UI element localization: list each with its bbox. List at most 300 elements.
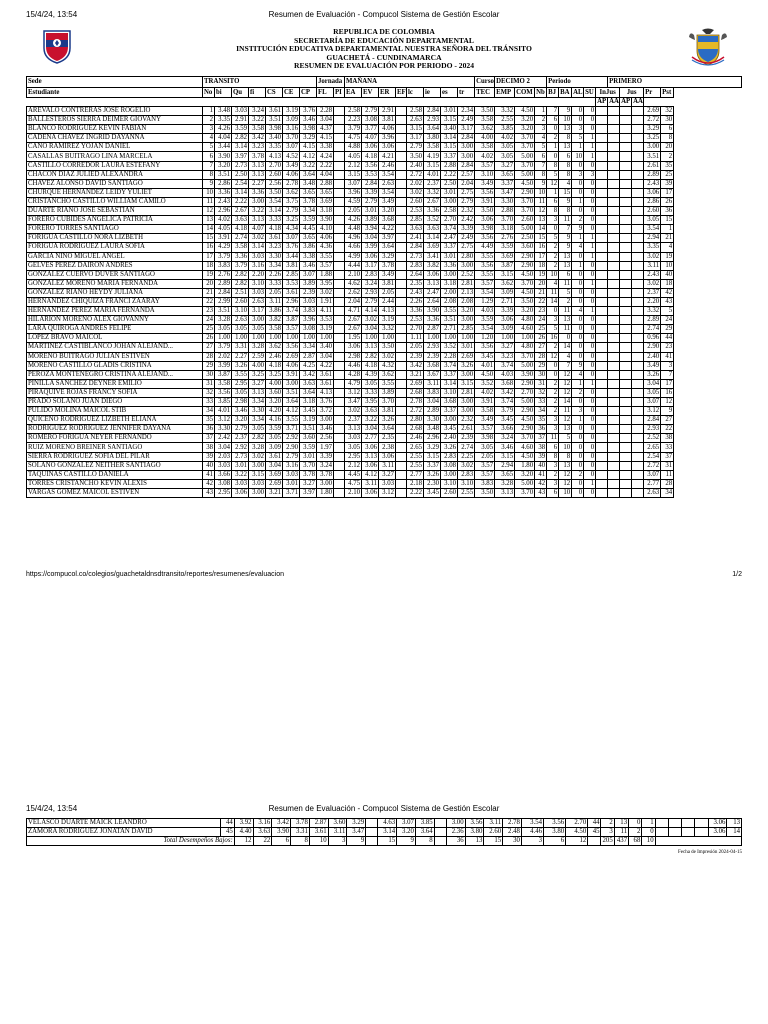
student-number: 31: [203, 379, 215, 388]
jus-ap-cell: [620, 334, 632, 343]
table-row: [27, 443, 742, 452]
grade-cell: 3.63: [424, 225, 441, 234]
nb-cell: 2: [535, 116, 547, 125]
grade-cell: 3.56: [475, 188, 495, 197]
table-row: [27, 116, 742, 125]
jornada-value: MAÑANA: [345, 77, 475, 88]
grade-cell: 3.45: [300, 407, 317, 416]
ba-cell: 5: [559, 288, 572, 297]
grade-cell: 3.80: [465, 828, 484, 837]
grade-cell: [396, 398, 407, 407]
grade-cell: 3.62: [266, 343, 283, 352]
grade-cell: 4.03: [495, 370, 515, 379]
grade-cell: 2.80: [458, 252, 475, 261]
injus-ap-cell: [596, 279, 608, 288]
grade-cell: 1.91: [317, 297, 334, 306]
table-row: [27, 188, 742, 197]
grade-cell: 2.84: [215, 288, 232, 297]
grade-cell: 3.49: [475, 416, 495, 425]
grade-cell: 2.74: [458, 443, 475, 452]
student-number: 44: [221, 819, 234, 828]
grade-cell: 4.00: [266, 379, 283, 388]
nb-cell: 14: [535, 225, 547, 234]
bj-cell: 3: [547, 425, 559, 434]
grade-cell: 3.02: [407, 188, 424, 197]
grade-cell: 3.19: [379, 316, 396, 325]
grade-cell: [334, 125, 345, 134]
table-row: [27, 425, 742, 434]
al-cell: 0: [572, 179, 584, 188]
grade-cell: 3.69: [424, 243, 441, 252]
grade-cell: 3.70: [515, 207, 535, 216]
table-row: [27, 216, 742, 225]
total-cell: 22: [253, 837, 272, 846]
subject-header-7: PI: [334, 88, 345, 98]
grade-cell: 3.61: [266, 234, 283, 243]
pst-cell: 44: [661, 334, 674, 343]
grade-cell: 3.36: [249, 188, 266, 197]
injus-ap-cell: [596, 352, 608, 361]
al-cell: 0: [572, 207, 584, 216]
grade-cell: 3.34: [266, 261, 283, 270]
al-cell: 2: [572, 470, 584, 479]
ba-cell: 8: [559, 207, 572, 216]
grade-cell: 3.22: [300, 161, 317, 170]
grade-cell: 2.55: [407, 461, 424, 470]
grade-cell: 3.05: [215, 325, 232, 334]
ba-cell: 10: [559, 116, 572, 125]
grade-cell: [334, 361, 345, 370]
grade-cell: 4.10: [317, 225, 334, 234]
grade-cell: [396, 325, 407, 334]
student-name: FORIGUA CASTILLO NORA LIZBETH: [27, 234, 203, 243]
injus-ap-cell: [596, 297, 608, 306]
nb-header: Nb: [536, 88, 545, 96]
al-cell: 1: [572, 416, 584, 425]
grade-cell: 3.78: [317, 470, 334, 479]
ba-cell: 4: [559, 352, 572, 361]
grade-cell: 2.50: [515, 234, 535, 243]
grade-cell: 3.58: [266, 325, 283, 334]
grade-cell: 3.70: [379, 398, 396, 407]
injus-aa-cell: [608, 261, 620, 270]
nb-cell: 29: [535, 361, 547, 370]
injus-ap-cell: [596, 479, 608, 488]
grade-cell: 3.18: [317, 207, 334, 216]
jus-ap-cell: [620, 107, 632, 116]
grade-cell: 3.69: [266, 470, 283, 479]
grade-cell: [396, 443, 407, 452]
grade-cell: 3.70: [495, 216, 515, 225]
grade-cell: 3.63: [407, 225, 424, 234]
grade-cell: 2.08: [458, 297, 475, 306]
grade-cell: [396, 152, 407, 161]
grade-cell: 3.15: [495, 270, 515, 279]
grade-cell: 3.51: [283, 388, 300, 397]
grade-cell: 2.39: [424, 352, 441, 361]
jus-ap-cell: [620, 261, 632, 270]
grade-cell: 3.22: [232, 470, 249, 479]
injus-aa-cell: [608, 343, 620, 352]
column-subheader-row: [27, 98, 742, 107]
grade-cell: 3.41: [424, 252, 441, 261]
jus-aa-cell: [632, 179, 644, 188]
header-institution: INSTITUCIÓN EDUCATIVA DEPARTAMENTAL NUESTRA SEÑORA DEL TRÁNSITO: [236, 44, 532, 54]
grade-cell: 3.71: [283, 425, 300, 434]
pst-header: Pst: [661, 88, 674, 98]
injus-ap-cell: [596, 207, 608, 216]
grade-cell: 3.19: [300, 416, 317, 425]
grade-cell: 3.03: [215, 461, 232, 470]
grade-cell: 4.02: [495, 134, 515, 143]
grade-cell: 3.61: [317, 370, 334, 379]
grade-cell: 2.82: [362, 352, 379, 361]
su-cell: 0: [584, 270, 596, 279]
grade-cell: 4.50: [515, 270, 535, 279]
su-cell: 0: [584, 116, 596, 125]
grade-cell: [334, 279, 345, 288]
grade-cell: 3.37: [424, 461, 441, 470]
grade-cell: 2.82: [232, 134, 249, 143]
grade-cell: 2.60: [484, 828, 503, 837]
grade-cell: [396, 343, 407, 352]
report-header: [140, 28, 628, 71]
grade-cell: 3.56: [362, 161, 379, 170]
grade-cell: 4.44: [345, 261, 362, 270]
bj-cell: 12: [547, 179, 559, 188]
grade-cell: 1.00: [362, 334, 379, 343]
grade-cell: 4.45: [300, 225, 317, 234]
grade-cell: 3.00: [458, 407, 475, 416]
jornada-label: Jornada: [317, 77, 345, 88]
total-cell: 6: [544, 837, 566, 846]
grade-cell: [396, 425, 407, 434]
grade-cell: 3.68: [424, 361, 441, 370]
grade-cell: [396, 252, 407, 261]
grade-cell: 3.55: [317, 252, 334, 261]
pst-cell: 9: [661, 407, 674, 416]
jus-ap-cell: [620, 270, 632, 279]
grade-cell: 3.15: [458, 379, 475, 388]
grade-cell: 3.90: [317, 216, 334, 225]
jus-aa-cell: [632, 361, 644, 370]
injus-aa-cell: [608, 470, 620, 479]
jus-ap-cell: [620, 225, 632, 234]
grade-cell: 2.35: [407, 279, 424, 288]
grade-cell: 3.58: [475, 407, 495, 416]
injus-ap-cell: [596, 388, 608, 397]
grade-cell: 3.28: [495, 479, 515, 488]
grade-cell: 2.43: [215, 197, 232, 206]
table-row: [27, 325, 742, 334]
pr-cell: 2.74: [644, 325, 661, 334]
grade-cell: 4.04: [317, 170, 334, 179]
grade-cell: 4.96: [345, 234, 362, 243]
grade-cell: [396, 488, 407, 497]
grade-cell: 2.88: [441, 161, 458, 170]
pr-cell: 3.07: [644, 398, 661, 407]
student-name: GONZALEZ CUERVO DUVER SANTIAGO: [27, 270, 203, 279]
bj-cell: 5: [547, 325, 559, 334]
bj-cell: 3: [547, 479, 559, 488]
grade-cell: 3.16: [249, 261, 266, 270]
total-cell: 36: [446, 837, 465, 846]
pr-cell: 2.43: [644, 179, 661, 188]
grade-cell: 3.05: [475, 443, 495, 452]
grade-cell: 3.22: [249, 207, 266, 216]
grade-cell: 3.07: [300, 270, 317, 279]
grade-cell: 3.08: [441, 461, 458, 470]
grade-cell: [334, 425, 345, 434]
pst-cell: 35: [661, 161, 674, 170]
student-name: QUICENO RODRIGUEZ LIZBETH ELIANA: [27, 416, 203, 425]
grade-cell: 2.93: [424, 343, 441, 352]
grade-cell: 3.59: [495, 243, 515, 252]
al-cell: 0: [572, 398, 584, 407]
total-cell: 8: [291, 837, 310, 846]
grade-cell: 3.92: [234, 819, 253, 828]
grade-cell: 4.25: [300, 361, 317, 370]
ba-header: BA: [559, 88, 572, 98]
grade-cell: 3.47: [347, 828, 366, 837]
grade-cell: [334, 152, 345, 161]
grade-cell: 2.87: [300, 352, 317, 361]
ba-cell: 13: [559, 425, 572, 434]
grade-cell: 3.00: [441, 416, 458, 425]
grade-cell: 2.77: [362, 434, 379, 443]
grade-cell: 3.13: [249, 170, 266, 179]
al-cell: 0: [572, 297, 584, 306]
bj-cell: 12: [547, 352, 559, 361]
grade-cell: 4.50: [515, 107, 535, 116]
pr-cell: 3.06: [708, 819, 727, 828]
al-cell: 4: [572, 370, 584, 379]
grade-cell: 3.09: [283, 116, 300, 125]
bj-cell: 0: [547, 361, 559, 370]
al-cell: 0: [572, 188, 584, 197]
grade-cell: 4.50: [475, 370, 495, 379]
pr-cell: 2.63: [644, 488, 661, 497]
nb-cell: 44: [588, 819, 601, 828]
grade-cell: 2.84: [424, 107, 441, 116]
al-cell: 2: [629, 828, 642, 837]
grade-cell: 3.52: [441, 343, 458, 352]
grade-cell: 3.00: [249, 316, 266, 325]
grade-cell: 3.78: [249, 152, 266, 161]
grade-cell: 4.03: [475, 307, 495, 316]
grade-cell: 3.61: [317, 379, 334, 388]
table-row: [27, 234, 742, 243]
grade-cell: 1.00: [379, 334, 396, 343]
table-row: [27, 452, 742, 461]
grade-cell: [396, 288, 407, 297]
pst-cell: 18: [661, 279, 674, 288]
student-number: 20: [203, 279, 215, 288]
total-cell: 3: [328, 837, 347, 846]
table-row: [27, 479, 742, 488]
grade-cell: [434, 828, 446, 837]
grade-cell: 3.31: [291, 828, 310, 837]
grade-cell: 3.34: [300, 343, 317, 352]
bj-cell: 0: [547, 370, 559, 379]
table-row: [27, 379, 742, 388]
grade-cell: 3.13: [249, 388, 266, 397]
grade-cell: 3.01: [283, 479, 300, 488]
grade-cell: 3.14: [232, 143, 249, 152]
injus-ap-cell: [596, 252, 608, 261]
grade-cell: [396, 270, 407, 279]
grade-cell: 3.38: [300, 252, 317, 261]
grade-cell: 3.89: [300, 279, 317, 288]
grade-cell: 3.48: [424, 425, 441, 434]
su-cell: 1: [584, 234, 596, 243]
injus-ap-cell: [596, 316, 608, 325]
nb-cell: 39: [535, 452, 547, 461]
grade-cell: 2.28: [317, 107, 334, 116]
total-cell: 12: [234, 837, 253, 846]
jus-aa-cell: [632, 407, 644, 416]
total-cell: 15: [378, 837, 397, 846]
ba-cell: 9: [559, 243, 572, 252]
grade-cell: 3.66: [495, 425, 515, 434]
grade-cell: 3.81: [379, 407, 396, 416]
grade-cell: 3.68: [379, 216, 396, 225]
grade-cell: 3.54: [475, 325, 495, 334]
grade-cell: [334, 179, 345, 188]
grade-cell: 4.18: [266, 361, 283, 370]
grade-cell: 3.23: [249, 143, 266, 152]
jus-ap-cell: [620, 161, 632, 170]
grade-cell: 3.05: [232, 325, 249, 334]
jus-aa-cell: [632, 434, 644, 443]
grade-cell: 2.10: [345, 488, 362, 497]
injus-ap-cell: [596, 152, 608, 161]
su-cell: 0: [584, 325, 596, 334]
grade-cell: 3.60: [328, 819, 347, 828]
grade-cell: 3.51: [215, 170, 232, 179]
grade-cell: 2.63: [407, 116, 424, 125]
grade-cell: 2.69: [407, 379, 424, 388]
grade-cell: 4.02: [475, 388, 495, 397]
jus-aa-cell: [632, 134, 644, 143]
grade-cell: 2.90: [283, 443, 300, 452]
grade-cell: 3.09: [495, 288, 515, 297]
al-cell: 1: [572, 234, 584, 243]
grade-cell: 3.74: [495, 361, 515, 370]
nb-cell: 17: [535, 252, 547, 261]
grade-cell: 4.22: [317, 361, 334, 370]
grade-cell: 3.51: [300, 425, 317, 434]
grade-cell: 3.12: [345, 388, 362, 397]
grade-cell: [396, 479, 407, 488]
injus-aa-cell: [608, 143, 620, 152]
su-cell: 0: [584, 316, 596, 325]
grade-cell: 3.39: [458, 225, 475, 234]
grade-cell: [334, 325, 345, 334]
pst-cell: 26: [661, 197, 674, 206]
jus-aa-cell: [632, 270, 644, 279]
grade-cell: 3.03: [379, 479, 396, 488]
grade-cell: [396, 207, 407, 216]
grade-cell: 3.06: [362, 488, 379, 497]
ba-cell: 8: [559, 161, 572, 170]
grade-cell: 2.79: [283, 207, 300, 216]
grade-cell: 3.99: [215, 361, 232, 370]
grade-cell: [396, 388, 407, 397]
grade-cell: 3.24: [362, 279, 379, 288]
evaluation-table-continued: [26, 818, 742, 846]
injus-ap-cell: [596, 461, 608, 470]
grade-cell: 4.07: [362, 134, 379, 143]
grade-cell: 3.59: [300, 443, 317, 452]
student-number: 39: [203, 452, 215, 461]
grade-cell: 3.34: [249, 398, 266, 407]
al-cell: 0: [572, 107, 584, 116]
grade-cell: 2.94: [495, 461, 515, 470]
grade-cell: 4.39: [362, 370, 379, 379]
grade-cell: 2.10: [345, 270, 362, 279]
total-cell: 9: [347, 837, 366, 846]
table-row: [27, 334, 742, 343]
grade-cell: 3.15: [441, 116, 458, 125]
injus-ap-cell: [596, 407, 608, 416]
grade-cell: 1.00: [317, 334, 334, 343]
grade-cell: 2.22: [441, 170, 458, 179]
ba-cell: 12: [559, 379, 572, 388]
grade-cell: 3.46: [495, 443, 515, 452]
su-cell: 0: [584, 370, 596, 379]
grade-cell: 3.70: [515, 143, 535, 152]
grade-cell: 3.97: [379, 234, 396, 243]
grade-cell: 3.06: [424, 270, 441, 279]
grade-cell: 3.20: [515, 470, 535, 479]
grade-cell: 4.63: [378, 819, 397, 828]
grade-cell: 3.62: [495, 279, 515, 288]
jus-aa-cell: [632, 234, 644, 243]
header-country: REPUBLICA DE COLOMBIA: [333, 27, 435, 36]
grade-cell: 2.59: [249, 352, 266, 361]
grade-cell: 3.58: [215, 379, 232, 388]
grade-cell: 3.26: [232, 361, 249, 370]
grade-cell: [396, 279, 407, 288]
injus-ap-cell: [596, 307, 608, 316]
grade-cell: 3.20: [215, 161, 232, 170]
pr-cell: 2.77: [644, 479, 661, 488]
grade-cell: 2.89: [215, 279, 232, 288]
student-number: 13: [203, 216, 215, 225]
grade-cell: 3.20: [515, 125, 535, 134]
grade-cell: [396, 243, 407, 252]
jus-header: Jus: [620, 88, 644, 98]
al-cell: 0: [572, 352, 584, 361]
total-ba: 437: [614, 837, 628, 846]
grade-cell: 3.00: [458, 316, 475, 325]
grade-cell: 3.13: [362, 452, 379, 461]
jus-aa-header: AA: [633, 98, 643, 105]
ba-cell: 9: [559, 234, 572, 243]
injus-aa-cell: [608, 297, 620, 306]
grade-cell: 3.05: [495, 152, 515, 161]
grade-cell: 2.43: [407, 288, 424, 297]
table-row: [27, 207, 742, 216]
grade-cell: 4.59: [345, 197, 362, 206]
student-number: 12: [203, 207, 215, 216]
grade-cell: 3.70: [283, 134, 300, 143]
grade-cell: [334, 398, 345, 407]
grade-cell: 3.81: [379, 279, 396, 288]
grade-cell: 2.82: [232, 270, 249, 279]
school-crest-logo: [42, 28, 72, 64]
